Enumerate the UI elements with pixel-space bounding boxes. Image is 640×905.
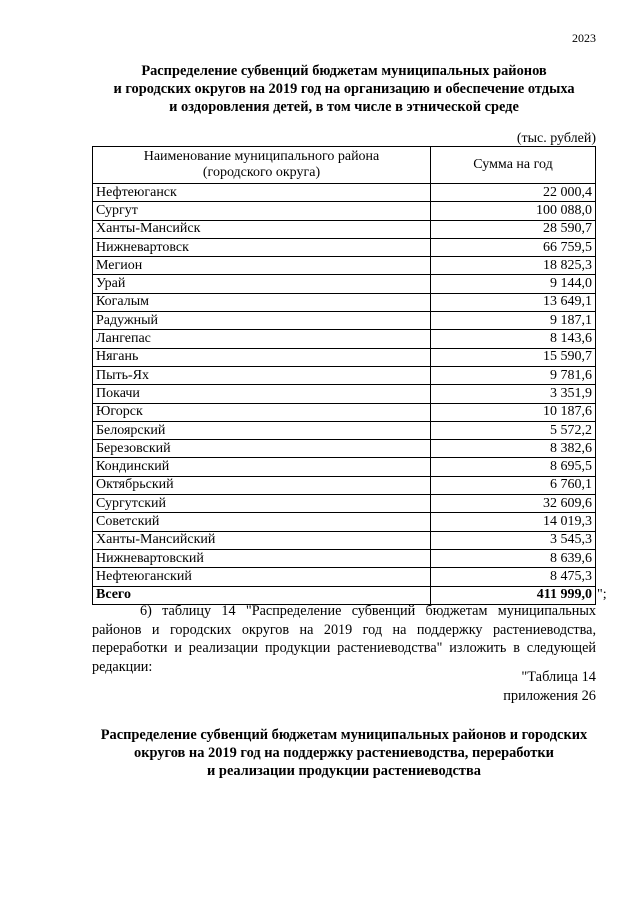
row-name: Нефтеюганский	[93, 568, 431, 586]
header-name-line: (городского округа)	[202, 165, 321, 180]
row-name: Ханты-Мансийский	[93, 531, 431, 549]
row-name: Нижневартовск	[93, 238, 431, 256]
row-value: 10 187,6	[431, 403, 596, 421]
amendment-paragraph	[92, 602, 596, 676]
row-name: Октябрьский	[93, 476, 431, 494]
quote-end: ";	[597, 587, 607, 602]
table-row	[93, 275, 596, 293]
title-line: Распределение субвенций бюджетам муниципальных районов	[141, 63, 547, 79]
table-row	[93, 403, 596, 421]
row-value: 8 382,6	[431, 440, 596, 458]
title2-line: Распределение субвенций бюджетам муниципальных районов и городских	[100, 727, 588, 743]
row-name: Советский	[93, 513, 431, 531]
row-value: 14 019,3	[431, 513, 596, 531]
row-name: Лангепас	[93, 330, 431, 348]
table-row	[93, 385, 596, 403]
table-row	[93, 549, 596, 567]
row-value: 3 351,9	[431, 385, 596, 403]
row-name: Сургут	[93, 202, 431, 220]
table-row	[93, 531, 596, 549]
table-row	[93, 184, 596, 202]
table-row	[93, 312, 596, 330]
row-name: Югорск	[93, 403, 431, 421]
page-number: 2023	[572, 31, 596, 45]
row-value: 66 759,5	[431, 238, 596, 256]
table-row	[93, 238, 596, 256]
row-value: 9 144,0	[431, 275, 596, 293]
header-sum: Сумма на год	[431, 147, 596, 184]
row-value: 13 649,1	[431, 293, 596, 311]
paragraph-line: районов и городских округов на 2019 год на поддержку растениеводства,	[92, 621, 596, 638]
table-row	[93, 293, 596, 311]
table-row	[93, 348, 596, 366]
total-label: Всего	[93, 586, 431, 604]
table-reference	[440, 668, 596, 705]
paragraph-line: 6) таблицу 14 "Распределение субвенций бюджетам муниципальных	[140, 603, 596, 619]
row-name: Когалым	[93, 293, 431, 311]
table-row	[93, 476, 596, 494]
title2-line: округов на 2019 год на поддержку растениеводства, переработки	[134, 745, 554, 761]
row-value: 5 572,2	[431, 421, 596, 439]
table-row	[93, 257, 596, 275]
row-value: 100 088,0	[431, 202, 596, 220]
title-line: и городских округов на 2019 год на организацию и обеспечение отдыха	[113, 81, 575, 97]
document-title	[90, 62, 598, 116]
row-value: 9 187,1	[431, 312, 596, 330]
row-name: Радужный	[93, 312, 431, 330]
header-name-line: Наименование муниципального района	[143, 149, 380, 164]
table-row	[93, 513, 596, 531]
row-value: 18 825,3	[431, 257, 596, 275]
row-value: 15 590,7	[431, 348, 596, 366]
table-ref-line: приложения 26	[503, 687, 596, 704]
row-name: Сургутский	[93, 495, 431, 513]
table-row	[93, 458, 596, 476]
row-value: 8 695,5	[431, 458, 596, 476]
table-row	[93, 366, 596, 384]
row-name: Мегион	[93, 257, 431, 275]
table-row	[93, 440, 596, 458]
row-name: Нижневартовский	[93, 549, 431, 567]
table-row	[93, 421, 596, 439]
row-value: 6 760,1	[431, 476, 596, 494]
row-value: 3 545,3	[431, 531, 596, 549]
row-value: 8 143,6	[431, 330, 596, 348]
table-row	[93, 495, 596, 513]
table-row	[93, 220, 596, 238]
row-value: 8 475,3	[431, 568, 596, 586]
table-row	[93, 202, 596, 220]
title-line: и оздоровления детей, в том числе в этнической среде	[169, 99, 519, 115]
row-name: Покачи	[93, 385, 431, 403]
row-name: Пыть-Ях	[93, 366, 431, 384]
table-header-row	[93, 147, 596, 184]
row-name: Ханты-Мансийск	[93, 220, 431, 238]
header-name	[93, 147, 431, 184]
units-label: (тыс. рублей)	[516, 131, 596, 146]
row-name: Урай	[93, 275, 431, 293]
table-row	[93, 568, 596, 586]
row-value: 9 781,6	[431, 366, 596, 384]
row-name: Нягань	[93, 348, 431, 366]
title2-line: и реализации продукции растениеводства	[207, 763, 481, 779]
row-value: 28 590,7	[431, 220, 596, 238]
paragraph-line: редакции:	[92, 658, 153, 675]
total-value: 411 999,0	[431, 586, 596, 604]
table-row	[93, 330, 596, 348]
paragraph-line: переработки и реализации продукции растениеводства" изложить в следующей	[92, 640, 596, 657]
row-value: 32 609,6	[431, 495, 596, 513]
table-ref-line: "Таблица 14	[521, 669, 596, 685]
section-title	[90, 726, 598, 780]
row-value: 22 000,4	[431, 184, 596, 202]
row-name: Березовский	[93, 440, 431, 458]
row-name: Нефтеюганск	[93, 184, 431, 202]
row-value: 8 639,6	[431, 549, 596, 567]
row-name: Кондинский	[93, 458, 431, 476]
row-name: Белоярский	[93, 421, 431, 439]
subsidy-table	[92, 146, 596, 605]
